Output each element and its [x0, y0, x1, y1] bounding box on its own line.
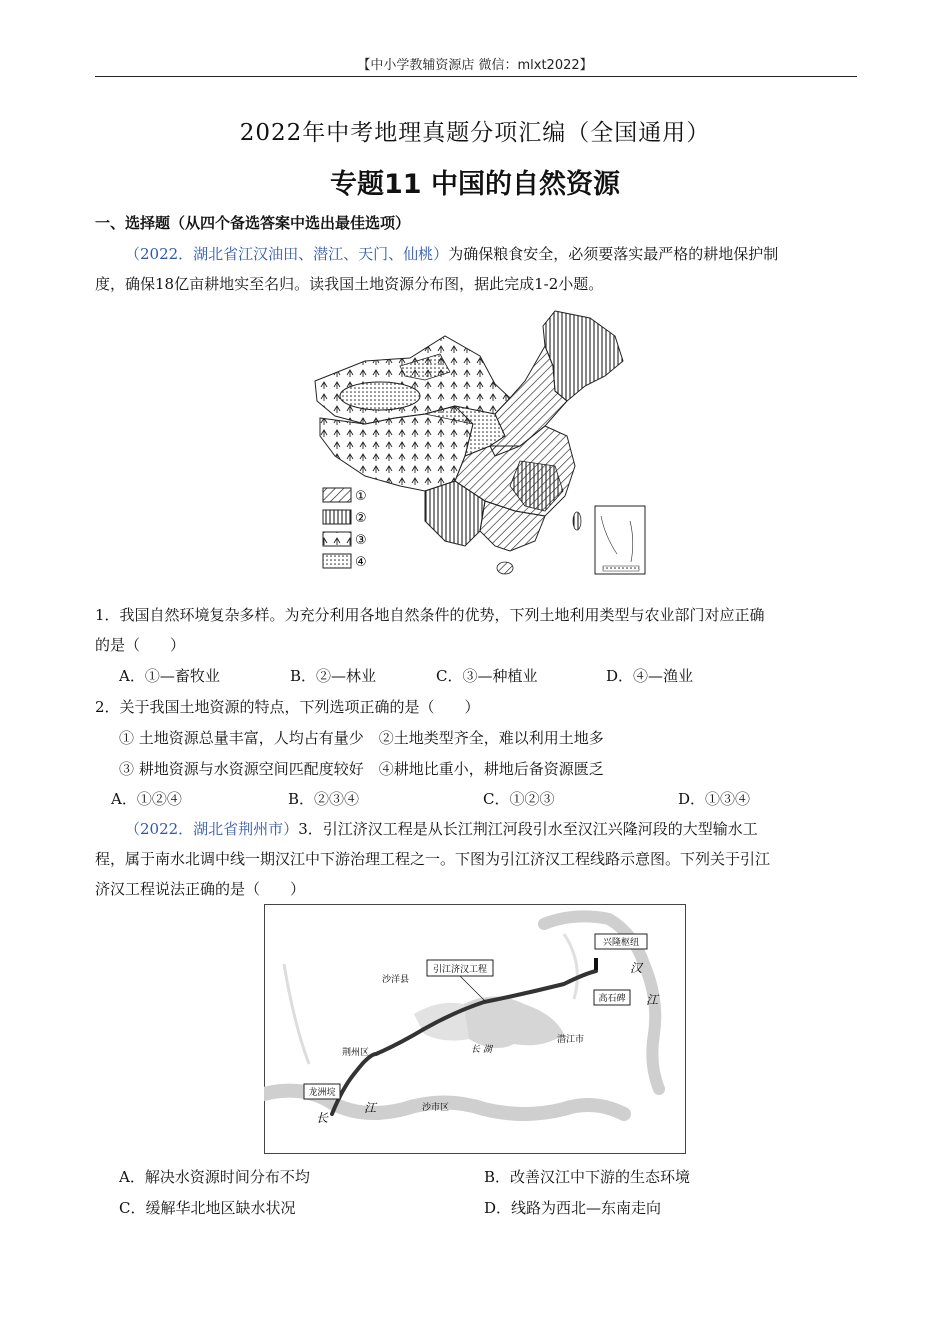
label-jingzhou: 荆州区 [342, 1048, 370, 1058]
label-changhu: 长 湖 [471, 1045, 492, 1055]
label-jiang-left: 江 [364, 1101, 377, 1115]
legend-label-2: ② [355, 511, 367, 526]
q1-option-c: C．③—种植业 [436, 667, 538, 685]
intro-text-1: 为确保粮食安全，必须要落实最严格的耕地保护制 [448, 245, 779, 263]
q2-stem: 2．关于我国土地资源的特点，下列选项正确的是（ ） [95, 698, 480, 716]
label-shashi: 沙市区 [422, 1103, 450, 1113]
intro-line-1 [95, 239, 855, 269]
question-1 [95, 600, 855, 660]
q2-statement-2: ③ 耕地资源与水资源空间匹配度较好 ④耕地比重小，耕地后备资源匮乏 [119, 760, 604, 778]
map1-legend [323, 488, 367, 570]
q1-stem-line-1: 1．我国自然环境复杂多样。为充分利用各地自然条件的优势，下列土地利用类型与农业部门对应正确 [95, 606, 765, 624]
intro-source: （2022．湖北省江汉油田、潜江、天门、仙桃） [125, 245, 449, 263]
q3-line-1 [95, 814, 855, 844]
label-han: 汉 [630, 961, 643, 975]
page-header: 【中小学教辅资源店 微信：mlxt2022】 [357, 58, 593, 73]
document-subtitle: 专题11 中国的自然资源 [330, 169, 620, 200]
q2-option-c: C．①②③ [483, 790, 555, 808]
legend-label-1: ① [355, 489, 367, 504]
label-project: 引江济汉工程 [432, 965, 488, 975]
q3-stem-line-3: 济汉工程说法正确的是（ ） [95, 880, 306, 898]
legend-swatch-forest [323, 510, 351, 524]
q3-stem-1: 3．引江济汉工程是从长江荆江河段引水至汉江兴隆河段的大型输水工 [298, 820, 758, 838]
xinglong-hub-marker [594, 958, 598, 970]
q1-option-a: A．①—畜牧业 [119, 667, 220, 685]
label-qianjiang: 潜江市 [557, 1035, 585, 1045]
south-china-sea-inset [595, 506, 645, 574]
intro-paragraph [95, 239, 855, 299]
q2-option-a: A．①②④ [111, 790, 182, 808]
q1-option-b: B．②—林业 [290, 667, 377, 685]
q3-option-c: C．缓解华北地区缺水状况 [119, 1199, 296, 1217]
label-xinglong: 兴隆枢纽 [602, 938, 640, 948]
q2-option-b: B．②③④ [288, 790, 360, 808]
question-3 [95, 814, 855, 904]
q3-option-a: A．解决水资源时间分布不均 [119, 1168, 310, 1186]
label-chang: 长 [316, 1111, 329, 1125]
legend-label-3: ③ [355, 533, 367, 548]
china-land-resource-map [305, 306, 648, 578]
q3-option-b: B．改善汉江中下游的生态环境 [484, 1168, 691, 1186]
q3-option-d: D．线路为西北—东南走向 [484, 1199, 662, 1217]
legend-label-4: ④ [355, 555, 367, 570]
q1-option-d: D．④—渔业 [606, 667, 694, 685]
label-shayang: 沙洋县 [382, 975, 410, 985]
section-heading: 一、选择题（从四个备选答案中选出最佳选项） [95, 214, 411, 232]
intro-line-2: 度，确保18亿亩耕地实至名归。读我国土地资源分布图，据此完成1-2小题。 [95, 275, 604, 293]
legend-swatch-cropland [323, 488, 351, 502]
q3-source: （2022．湖北省荆州市） [125, 820, 299, 838]
q2-statement-1: ① 土地资源总量丰富，人均占有量少 ②土地类型齐全，难以利用土地多 [119, 729, 604, 747]
label-longzhou: 龙洲垸 [308, 1088, 336, 1098]
label-gaoshibei: 高石碑 [598, 994, 626, 1004]
legend-swatch-desert [323, 554, 351, 568]
label-jiang-right: 江 [646, 993, 659, 1007]
q3-stem-line-2: 程，属于南水北调中线一期汉江中下游治理工程之一。下图为引江济汉工程线路示意图。下列关于引江 [95, 850, 771, 868]
document-title: 2022年中考地理真题分项汇编（全国通用） [239, 120, 711, 146]
legend-swatch-grassland [323, 532, 351, 546]
q1-stem-line-2: 的是（ ） [95, 636, 186, 654]
yinjiangjihan-route-map [264, 904, 686, 1154]
header-divider [95, 76, 857, 77]
q2-option-d: D．①③④ [678, 790, 751, 808]
